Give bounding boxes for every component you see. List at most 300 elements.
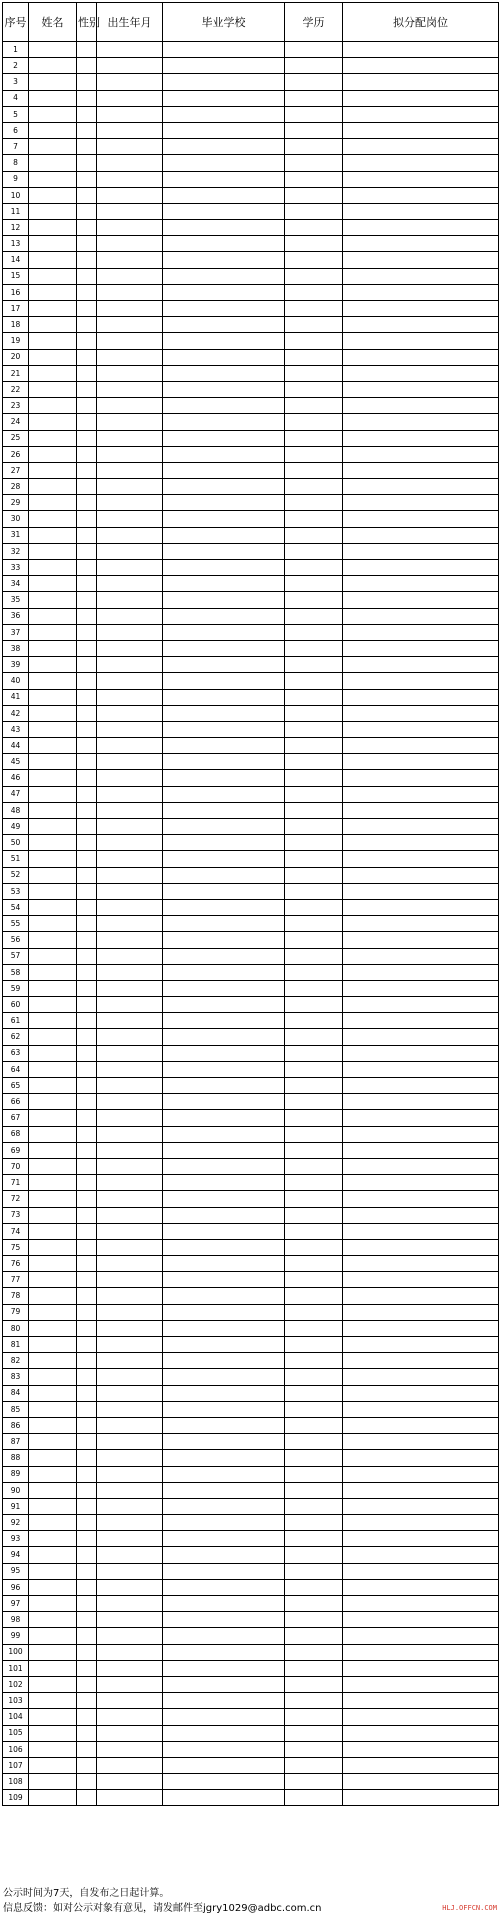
cell-birth-date: [97, 1498, 163, 1514]
table-row: [3, 1709, 499, 1725]
cell-birth-date: [97, 673, 163, 689]
cell-school: [163, 1191, 285, 1207]
table-row: [3, 1256, 499, 1272]
cell-serial-number: 15: [3, 268, 29, 284]
cell-school: [163, 835, 285, 851]
cell-gender: [77, 1094, 97, 1110]
cell-assigned-post: [343, 1061, 499, 1077]
cell-assigned-post: [343, 1078, 499, 1094]
cell-gender: [77, 754, 97, 770]
cell-serial-number: 10: [3, 187, 29, 203]
cell-degree: [285, 964, 343, 980]
table-row: [3, 1013, 499, 1029]
cell-serial-number: 42: [3, 705, 29, 721]
cell-school: [163, 203, 285, 219]
cell-degree: [285, 252, 343, 268]
cell-degree: [285, 236, 343, 252]
cell-assigned-post: [343, 1288, 499, 1304]
cell-birth-date: [97, 495, 163, 511]
cell-degree: [285, 90, 343, 106]
cell-school: [163, 1482, 285, 1498]
cell-serial-number: 45: [3, 754, 29, 770]
cell-gender: [77, 1612, 97, 1628]
cell-serial-number: 52: [3, 867, 29, 883]
cell-school: [163, 236, 285, 252]
cell-degree: [285, 899, 343, 915]
cell-serial-number: 14: [3, 252, 29, 268]
cell-serial-number: 25: [3, 430, 29, 446]
cell-name: [29, 1369, 77, 1385]
cell-assigned-post: [343, 1304, 499, 1320]
cell-name: [29, 122, 77, 138]
cell-gender: [77, 1401, 97, 1417]
cell-name: [29, 1644, 77, 1660]
cell-degree: [285, 851, 343, 867]
cell-name: [29, 333, 77, 349]
cell-assigned-post: [343, 333, 499, 349]
cell-birth-date: [97, 899, 163, 915]
cell-gender: [77, 543, 97, 559]
cell-serial-number: 57: [3, 948, 29, 964]
cell-name: [29, 835, 77, 851]
cell-birth-date: [97, 479, 163, 495]
table-row: [3, 1029, 499, 1045]
cell-gender: [77, 1256, 97, 1272]
cell-school: [163, 1774, 285, 1790]
cell-school: [163, 1417, 285, 1433]
cell-assigned-post: [343, 398, 499, 414]
cell-gender: [77, 705, 97, 721]
cell-serial-number: 19: [3, 333, 29, 349]
cell-serial-number: 3: [3, 74, 29, 90]
cell-assigned-post: [343, 705, 499, 721]
table-row: [3, 980, 499, 996]
cell-degree: [285, 74, 343, 90]
cell-name: [29, 527, 77, 543]
cell-birth-date: [97, 284, 163, 300]
cell-birth-date: [97, 171, 163, 187]
cell-gender: [77, 1320, 97, 1336]
cell-degree: [285, 1061, 343, 1077]
cell-assigned-post: [343, 543, 499, 559]
cell-gender: [77, 738, 97, 754]
cell-gender: [77, 1628, 97, 1644]
cell-birth-date: [97, 1175, 163, 1191]
cell-gender: [77, 721, 97, 737]
cell-birth-date: [97, 1644, 163, 1660]
cell-gender: [77, 122, 97, 138]
table-row: [3, 220, 499, 236]
cell-school: [163, 1175, 285, 1191]
cell-serial-number: 29: [3, 495, 29, 511]
cell-degree: [285, 916, 343, 932]
cell-name: [29, 1045, 77, 1061]
cell-serial-number: 70: [3, 1158, 29, 1174]
cell-assigned-post: [343, 1466, 499, 1482]
cell-serial-number: 53: [3, 883, 29, 899]
cell-school: [163, 964, 285, 980]
cell-birth-date: [97, 1110, 163, 1126]
cell-gender: [77, 1725, 97, 1741]
cell-gender: [77, 1790, 97, 1806]
cell-school: [163, 479, 285, 495]
cell-assigned-post: [343, 1239, 499, 1255]
cell-birth-date: [97, 835, 163, 851]
cell-school: [163, 1531, 285, 1547]
table-row: [3, 252, 499, 268]
cell-assigned-post: [343, 1790, 499, 1806]
cell-gender: [77, 1596, 97, 1612]
cell-serial-number: 12: [3, 220, 29, 236]
cell-gender: [77, 527, 97, 543]
cell-degree: [285, 42, 343, 58]
cell-name: [29, 187, 77, 203]
cell-assigned-post: [343, 1725, 499, 1741]
cell-degree: [285, 1272, 343, 1288]
cell-school: [163, 1078, 285, 1094]
cell-gender: [77, 1774, 97, 1790]
cell-birth-date: [97, 1191, 163, 1207]
cell-assigned-post: [343, 139, 499, 155]
cell-name: [29, 786, 77, 802]
cell-school: [163, 1660, 285, 1676]
cell-degree: [285, 980, 343, 996]
cell-name: [29, 1110, 77, 1126]
table-row: [3, 381, 499, 397]
cell-degree: [285, 1013, 343, 1029]
cell-degree: [285, 1369, 343, 1385]
cell-assigned-post: [343, 1709, 499, 1725]
cell-degree: [285, 430, 343, 446]
cell-gender: [77, 155, 97, 171]
cell-birth-date: [97, 770, 163, 786]
cell-degree: [285, 689, 343, 705]
cell-assigned-post: [343, 997, 499, 1013]
cell-name: [29, 479, 77, 495]
table-row: [3, 333, 499, 349]
table-row: [3, 1320, 499, 1336]
cell-serial-number: 28: [3, 479, 29, 495]
cell-gender: [77, 916, 97, 932]
cell-name: [29, 851, 77, 867]
table-row: [3, 1369, 499, 1385]
table-row: [3, 317, 499, 333]
cell-birth-date: [97, 1158, 163, 1174]
cell-serial-number: 34: [3, 576, 29, 592]
cell-gender: [77, 1741, 97, 1757]
table-row: [3, 90, 499, 106]
cell-gender: [77, 1223, 97, 1239]
cell-school: [163, 738, 285, 754]
cell-degree: [285, 398, 343, 414]
cell-gender: [77, 58, 97, 74]
cell-degree: [285, 835, 343, 851]
cell-school: [163, 1272, 285, 1288]
table-row: [3, 268, 499, 284]
cell-name: [29, 1450, 77, 1466]
cell-degree: [285, 608, 343, 624]
cell-school: [163, 333, 285, 349]
cell-birth-date: [97, 1272, 163, 1288]
cell-name: [29, 624, 77, 640]
cell-birth-date: [97, 1078, 163, 1094]
cell-birth-date: [97, 365, 163, 381]
cell-degree: [285, 1515, 343, 1531]
cell-school: [163, 1239, 285, 1255]
table-row: [3, 462, 499, 478]
cell-degree: [285, 1676, 343, 1692]
cell-serial-number: 35: [3, 592, 29, 608]
cell-school: [163, 1596, 285, 1612]
cell-birth-date: [97, 1482, 163, 1498]
table-row: [3, 511, 499, 527]
cell-serial-number: 82: [3, 1353, 29, 1369]
footer: [3, 1886, 497, 1916]
cell-school: [163, 430, 285, 446]
cell-name: [29, 640, 77, 656]
cell-serial-number: 23: [3, 398, 29, 414]
cell-gender: [77, 1029, 97, 1045]
table-row: [3, 835, 499, 851]
cell-name: [29, 1515, 77, 1531]
roster-body: [3, 42, 499, 1806]
cell-gender: [77, 657, 97, 673]
cell-serial-number: 48: [3, 802, 29, 818]
table-row: [3, 770, 499, 786]
cell-gender: [77, 430, 97, 446]
cell-name: [29, 1628, 77, 1644]
cell-degree: [285, 1385, 343, 1401]
cell-school: [163, 1401, 285, 1417]
cell-school: [163, 1013, 285, 1029]
cell-gender: [77, 819, 97, 835]
table-row: [3, 171, 499, 187]
header-degree: 学历: [285, 3, 343, 42]
cell-school: [163, 851, 285, 867]
cell-birth-date: [97, 381, 163, 397]
cell-gender: [77, 1563, 97, 1579]
cell-degree: [285, 1126, 343, 1142]
cell-serial-number: 72: [3, 1191, 29, 1207]
cell-assigned-post: [343, 1158, 499, 1174]
cell-degree: [285, 1774, 343, 1790]
table-row: [3, 1563, 499, 1579]
cell-degree: [285, 301, 343, 317]
cell-name: [29, 964, 77, 980]
table-row: [3, 1579, 499, 1595]
cell-birth-date: [97, 1774, 163, 1790]
cell-serial-number: 102: [3, 1676, 29, 1692]
table-row: [3, 236, 499, 252]
cell-degree: [285, 511, 343, 527]
cell-name: [29, 365, 77, 381]
cell-name: [29, 446, 77, 462]
cell-gender: [77, 1288, 97, 1304]
cell-serial-number: 31: [3, 527, 29, 543]
cell-gender: [77, 495, 97, 511]
cell-school: [163, 608, 285, 624]
cell-serial-number: 1: [3, 42, 29, 58]
cell-birth-date: [97, 42, 163, 58]
cell-school: [163, 1029, 285, 1045]
cell-name: [29, 576, 77, 592]
cell-degree: [285, 1337, 343, 1353]
cell-gender: [77, 689, 97, 705]
cell-degree: [285, 1644, 343, 1660]
cell-assigned-post: [343, 1693, 499, 1709]
table-row: [3, 899, 499, 915]
cell-serial-number: 78: [3, 1288, 29, 1304]
cell-serial-number: 109: [3, 1790, 29, 1806]
cell-degree: [285, 1709, 343, 1725]
table-row: [3, 1337, 499, 1353]
cell-assigned-post: [343, 1628, 499, 1644]
cell-name: [29, 317, 77, 333]
cell-name: [29, 1417, 77, 1433]
table-row: [3, 1175, 499, 1191]
cell-degree: [285, 1304, 343, 1320]
cell-name: [29, 1579, 77, 1595]
table-row: [3, 1158, 499, 1174]
cell-name: [29, 608, 77, 624]
table-row: [3, 301, 499, 317]
cell-name: [29, 1239, 77, 1255]
cell-gender: [77, 608, 97, 624]
cell-birth-date: [97, 721, 163, 737]
cell-degree: [285, 1579, 343, 1595]
cell-school: [163, 527, 285, 543]
table-row: [3, 203, 499, 219]
cell-birth-date: [97, 1337, 163, 1353]
cell-assigned-post: [343, 657, 499, 673]
table-row: [3, 624, 499, 640]
cell-school: [163, 997, 285, 1013]
cell-assigned-post: [343, 381, 499, 397]
table-row: [3, 1110, 499, 1126]
cell-serial-number: 18: [3, 317, 29, 333]
cell-birth-date: [97, 268, 163, 284]
cell-school: [163, 754, 285, 770]
table-row: [3, 819, 499, 835]
table-row: [3, 1288, 499, 1304]
cell-assigned-post: [343, 1029, 499, 1045]
cell-name: [29, 301, 77, 317]
cell-gender: [77, 106, 97, 122]
cell-school: [163, 705, 285, 721]
cell-serial-number: 86: [3, 1417, 29, 1433]
cell-assigned-post: [343, 948, 499, 964]
cell-degree: [285, 1320, 343, 1336]
cell-assigned-post: [343, 689, 499, 705]
cell-serial-number: 46: [3, 770, 29, 786]
cell-name: [29, 1223, 77, 1239]
cell-birth-date: [97, 349, 163, 365]
cell-assigned-post: [343, 1353, 499, 1369]
cell-name: [29, 1061, 77, 1077]
cell-school: [163, 462, 285, 478]
cell-name: [29, 705, 77, 721]
cell-birth-date: [97, 1515, 163, 1531]
cell-school: [163, 398, 285, 414]
cell-degree: [285, 106, 343, 122]
cell-gender: [77, 1644, 97, 1660]
cell-assigned-post: [343, 171, 499, 187]
table-row: [3, 139, 499, 155]
cell-assigned-post: [343, 1094, 499, 1110]
cell-gender: [77, 1515, 97, 1531]
cell-gender: [77, 236, 97, 252]
cell-assigned-post: [343, 673, 499, 689]
cell-name: [29, 220, 77, 236]
cell-assigned-post: [343, 317, 499, 333]
cell-birth-date: [97, 1094, 163, 1110]
cell-degree: [285, 1110, 343, 1126]
table-row: [3, 58, 499, 74]
header-gender: 性别: [77, 3, 97, 42]
cell-birth-date: [97, 705, 163, 721]
cell-birth-date: [97, 1450, 163, 1466]
cell-degree: [285, 883, 343, 899]
cell-assigned-post: [343, 252, 499, 268]
cell-birth-date: [97, 1596, 163, 1612]
cell-assigned-post: [343, 1434, 499, 1450]
cell-gender: [77, 1482, 97, 1498]
cell-school: [163, 349, 285, 365]
cell-assigned-post: [343, 1660, 499, 1676]
cell-assigned-post: [343, 1417, 499, 1433]
cell-name: [29, 203, 77, 219]
cell-degree: [285, 446, 343, 462]
cell-school: [163, 1337, 285, 1353]
cell-birth-date: [97, 1126, 163, 1142]
cell-name: [29, 1725, 77, 1741]
cell-name: [29, 1029, 77, 1045]
cell-gender: [77, 1337, 97, 1353]
cell-serial-number: 6: [3, 122, 29, 138]
cell-school: [163, 1223, 285, 1239]
cell-school: [163, 1741, 285, 1757]
cell-gender: [77, 1239, 97, 1255]
cell-gender: [77, 1547, 97, 1563]
cell-school: [163, 381, 285, 397]
cell-assigned-post: [343, 301, 499, 317]
cell-serial-number: 24: [3, 414, 29, 430]
table-row: [3, 1498, 499, 1514]
cell-assigned-post: [343, 1644, 499, 1660]
cell-gender: [77, 835, 97, 851]
table-row: [3, 592, 499, 608]
cell-school: [163, 948, 285, 964]
cell-school: [163, 1288, 285, 1304]
cell-serial-number: 106: [3, 1741, 29, 1757]
cell-birth-date: [97, 1353, 163, 1369]
cell-assigned-post: [343, 74, 499, 90]
cell-gender: [77, 90, 97, 106]
cell-school: [163, 284, 285, 300]
cell-birth-date: [97, 1013, 163, 1029]
cell-assigned-post: [343, 349, 499, 365]
cell-assigned-post: [343, 1482, 499, 1498]
cell-serial-number: 79: [3, 1304, 29, 1320]
cell-birth-date: [97, 301, 163, 317]
cell-birth-date: [97, 1709, 163, 1725]
cell-assigned-post: [343, 608, 499, 624]
cell-assigned-post: [343, 867, 499, 883]
cell-serial-number: 101: [3, 1660, 29, 1676]
cell-gender: [77, 1013, 97, 1029]
cell-gender: [77, 1369, 97, 1385]
cell-name: [29, 1612, 77, 1628]
